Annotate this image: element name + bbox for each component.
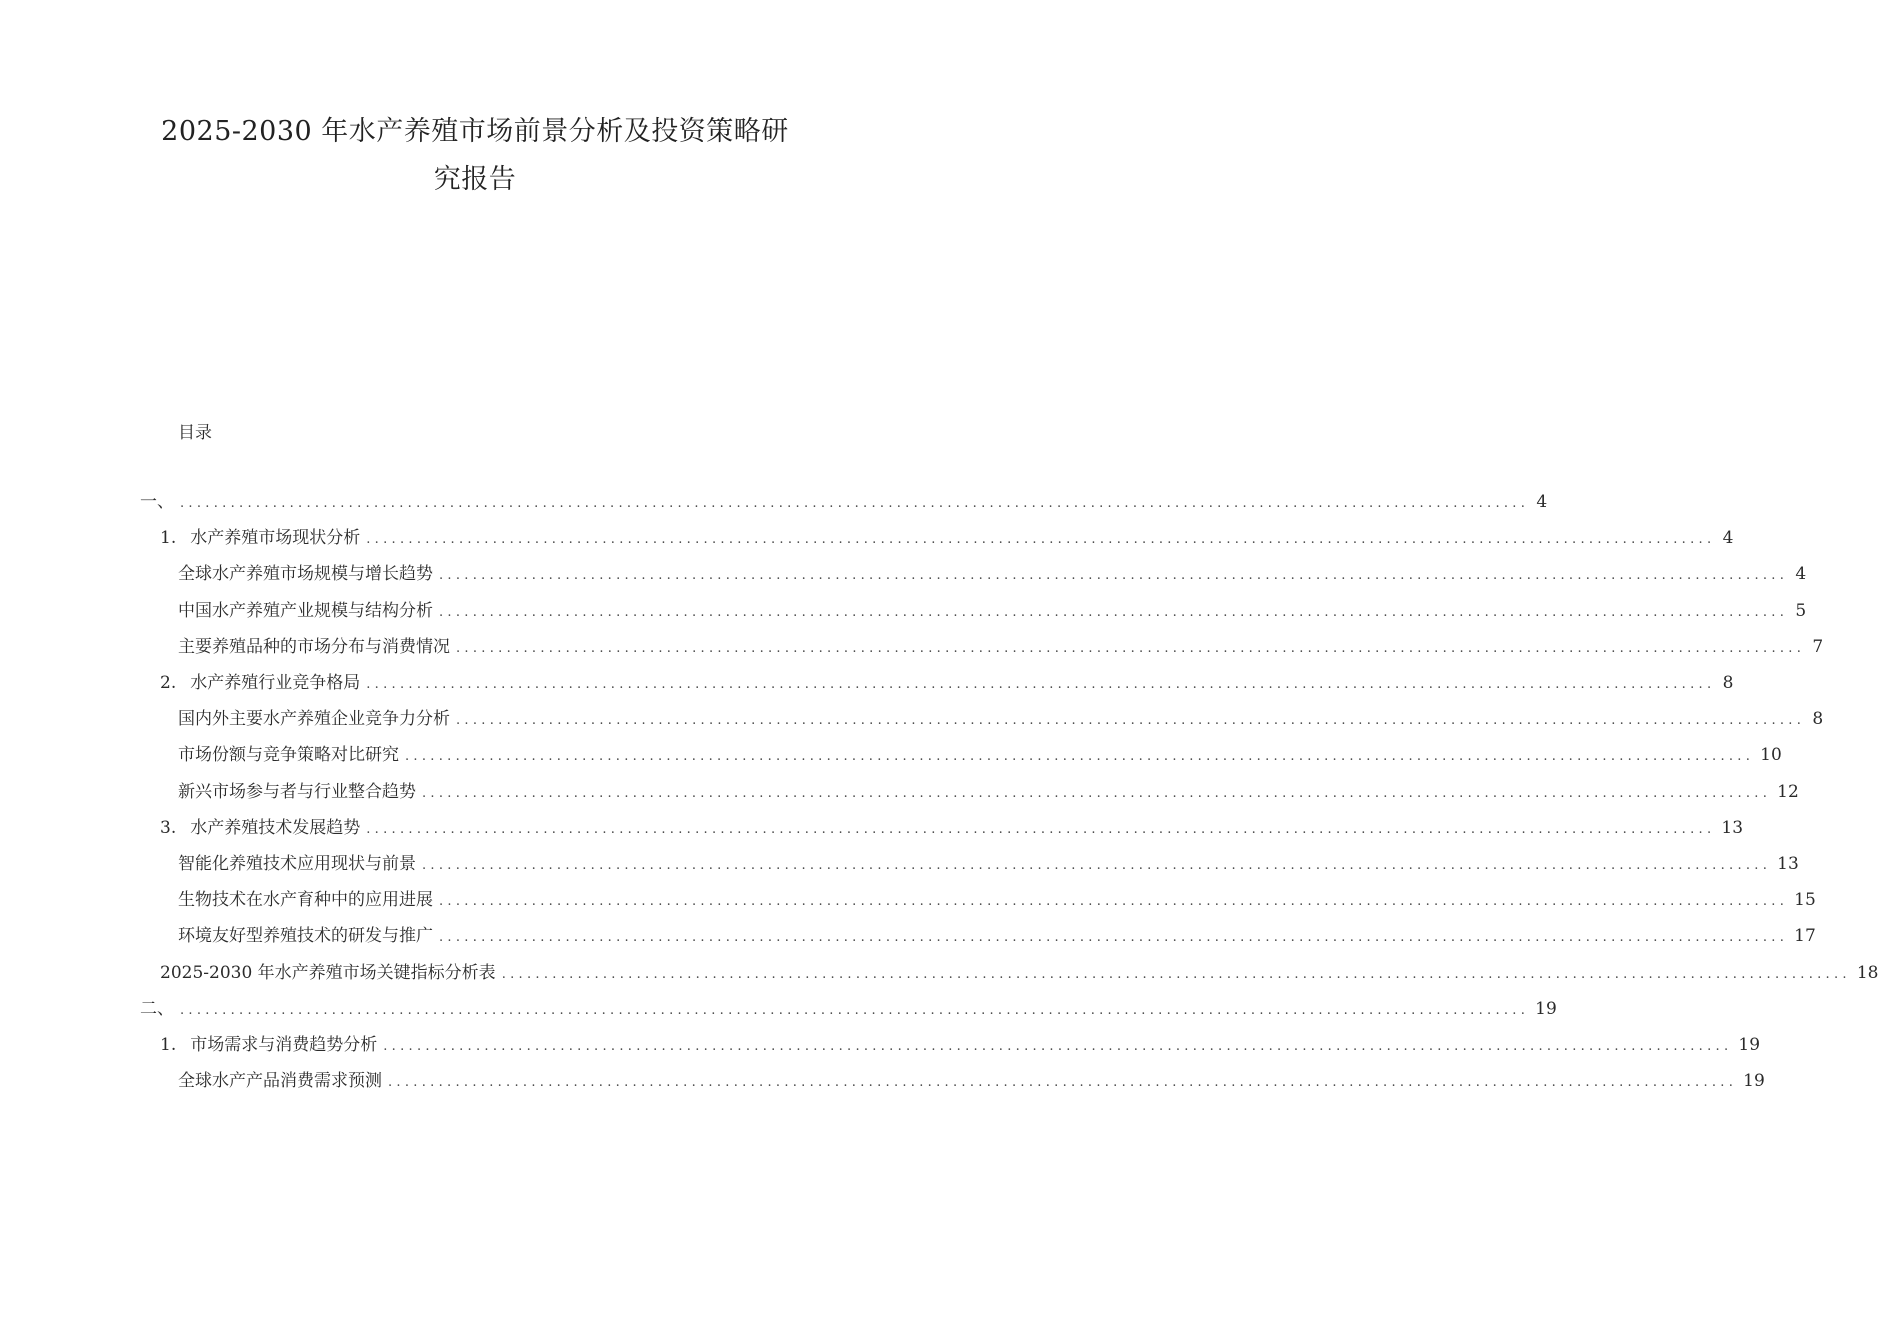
toc-entry-text: 水产养殖市场现状分析 — [190, 528, 361, 549]
toc-page-number: 13 — [1777, 854, 1799, 874]
toc-dot-leader: ................................................................................................................................................................ — [366, 677, 1716, 692]
toc-dot-leader: ................................................................................................................................................................ — [501, 966, 1851, 982]
toc-entry-text: 市场需求与消费趋势分析 — [190, 1035, 378, 1055]
toc-dot-leader: ................................................................................................................................................................ — [422, 858, 1772, 873]
toc-heading: 目录 — [178, 423, 212, 443]
toc-entry[interactable] — [178, 1069, 1765, 1093]
toc-dot-leader: ................................................................................................................................................................ — [388, 1075, 1738, 1091]
toc-page-number: 17 — [1794, 926, 1816, 947]
toc-page-number: 19 — [1743, 1071, 1765, 1092]
toc-entry[interactable] — [160, 961, 1879, 985]
toc-entry[interactable] — [160, 1033, 1761, 1057]
toc-page-number: 8 — [1722, 673, 1734, 693]
toc-dot-leader: ................................................................................................................................................................ — [180, 496, 1530, 511]
toc-entry[interactable] — [178, 635, 1824, 659]
toc-entry-number: 2. — [160, 673, 177, 693]
toc-entry[interactable] — [178, 562, 1807, 586]
toc-entry-text: 2025-2030 年水产养殖市场关键指标分析表 — [160, 962, 496, 983]
document-title — [140, 108, 810, 204]
toc-page-number: 18 — [1856, 962, 1879, 983]
toc-dot-leader: ................................................................................................................................................................ — [180, 1002, 1530, 1018]
toc-dot-leader: ................................................................................................................................................................ — [405, 749, 1755, 765]
toc-entry[interactable] — [160, 671, 1734, 695]
toc-entry-text: 环境友好型养殖技术的研发与推广 — [178, 926, 433, 947]
document-title-line-2: 究报告 — [433, 164, 517, 195]
toc-entry[interactable] — [160, 526, 1734, 550]
document-title-line-1: 2025-2030 年水产养殖市场前景分析及投资策略研 — [161, 116, 789, 147]
toc-dot-leader: ................................................................................................................................................................ — [439, 930, 1789, 946]
toc-dot-leader: ................................................................................................................................................................ — [439, 894, 1789, 910]
toc-entry[interactable] — [178, 743, 1782, 767]
toc-dot-leader: ................................................................................................................................................................ — [439, 604, 1789, 620]
toc-page-number: 12 — [1777, 781, 1799, 802]
toc-dot-leader: ................................................................................................................................................................ — [366, 821, 1716, 837]
toc-page-number: 15 — [1794, 890, 1816, 911]
toc-page-number: 7 — [1812, 636, 1824, 657]
toc-dot-leader: ................................................................................................................................................................ — [366, 532, 1716, 548]
toc-entry[interactable] — [140, 490, 1548, 514]
toc-entry-text: 二、 — [140, 998, 174, 1019]
toc-entry-text: 一、 — [140, 492, 174, 512]
toc-entry-text: 全球水产养殖市场规模与增长趋势 — [178, 564, 433, 585]
toc-page-number: 19 — [1535, 998, 1557, 1019]
toc-page-number: 5 — [1795, 600, 1807, 621]
toc-entry-number: 3. — [160, 817, 177, 838]
toc-dot-leader: ................................................................................................................................................................ — [383, 1039, 1733, 1054]
toc-entry-text: 水产养殖行业竞争格局 — [190, 673, 361, 693]
toc-entry[interactable] — [178, 888, 1816, 912]
toc-page-number: 8 — [1812, 709, 1824, 730]
toc-page-number: 4 — [1536, 492, 1548, 512]
toc-entry-text: 水产养殖技术发展趋势 — [190, 817, 361, 838]
toc-entry[interactable] — [160, 816, 1744, 840]
toc-entry-number: 1. — [160, 1035, 177, 1055]
toc-entry-text: 国内外主要水产养殖企业竞争力分析 — [178, 709, 450, 730]
toc-dot-leader: ................................................................................................................................................................ — [456, 640, 1806, 656]
toc-page-number: 19 — [1738, 1035, 1761, 1055]
toc-entry[interactable] — [178, 924, 1816, 948]
toc-entry-text: 市场份额与竞争策略对比研究 — [178, 745, 399, 766]
toc-entry-text: 新兴市场参与者与行业整合趋势 — [178, 781, 416, 802]
toc-entry-number: 1. — [160, 528, 177, 549]
toc-entry-text: 生物技术在水产育种中的应用进展 — [178, 890, 433, 911]
toc-entry[interactable] — [178, 852, 1799, 876]
toc-page-number: 4 — [1722, 528, 1734, 549]
toc-dot-leader: ................................................................................................................................................................ — [456, 713, 1806, 729]
toc-entry[interactable] — [140, 997, 1557, 1021]
toc-entry[interactable] — [178, 780, 1799, 804]
toc-dot-leader: ................................................................................................................................................................ — [439, 568, 1789, 584]
toc-page-number: 4 — [1795, 564, 1807, 585]
toc-entry[interactable] — [178, 599, 1807, 623]
toc-entry-text: 智能化养殖技术应用现状与前景 — [178, 854, 416, 874]
toc-entry-text: 中国水产养殖产业规模与结构分析 — [178, 600, 433, 621]
toc-page-number: 13 — [1721, 817, 1744, 838]
toc-page-number: 10 — [1760, 745, 1782, 766]
toc-entry[interactable] — [178, 707, 1824, 731]
toc-dot-leader: ................................................................................................................................................................ — [422, 785, 1772, 801]
toc-entry-text: 主要养殖品种的市场分布与消费情况 — [178, 636, 450, 657]
toc-entry-text: 全球水产产品消费需求预测 — [178, 1071, 382, 1092]
